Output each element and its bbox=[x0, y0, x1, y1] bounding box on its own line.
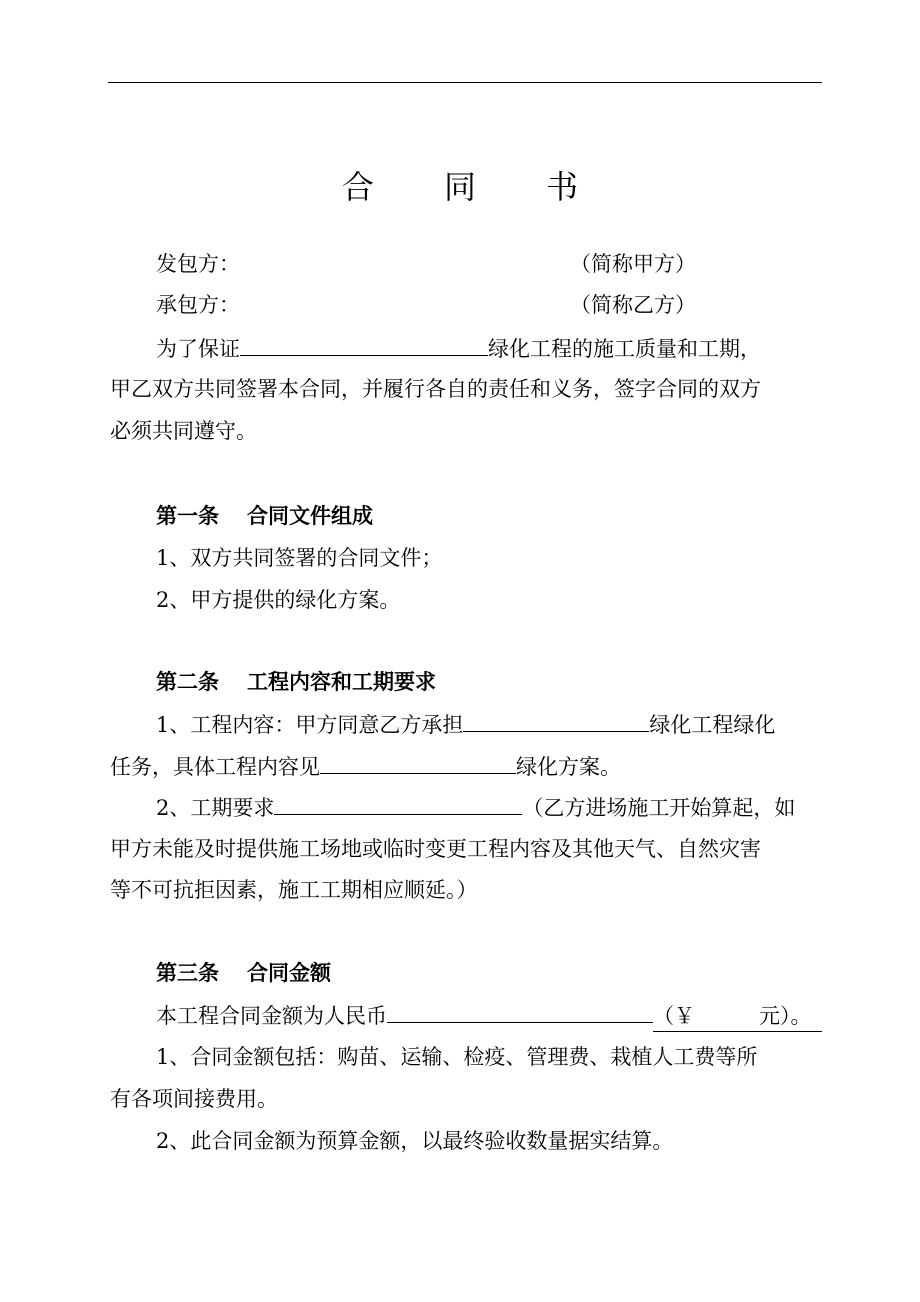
article3-amount bbox=[156, 1000, 822, 1032]
article2-no: 第二条 bbox=[156, 670, 219, 694]
article3-item2: 2、此合同金额为预算金额，以最终验收数量据实结算。 bbox=[156, 1129, 674, 1153]
article3-heading bbox=[156, 958, 331, 988]
article3-item1: 1、合同金额包括：购苗、运输、检疫、管理费、栽植人工费等所 bbox=[156, 1045, 758, 1069]
amount-before: 本工程合同金额为人民币 bbox=[156, 1004, 387, 1028]
intro-before: 为了保证 bbox=[156, 337, 240, 361]
article1-no: 第一条 bbox=[156, 504, 219, 528]
article1-heading bbox=[156, 501, 373, 531]
article2-item2-before: 2、工期要求 bbox=[156, 796, 275, 820]
article1-item2: 2、甲方提供的绿化方案。 bbox=[156, 588, 401, 612]
amount-unit: 元）。 bbox=[759, 1004, 812, 1028]
plan-blank[interactable] bbox=[320, 751, 516, 774]
article1-item1: 1、双方共同签署的合同文件； bbox=[156, 546, 443, 570]
task-blank[interactable] bbox=[463, 709, 649, 732]
project-name-blank[interactable] bbox=[240, 333, 488, 356]
intro-line-3: 必须共同遵守。 bbox=[110, 419, 257, 443]
builder-line bbox=[156, 290, 240, 320]
article2-item2-after: （乙方进场施工开始算起，如 bbox=[522, 796, 796, 820]
article2-item2 bbox=[156, 792, 795, 823]
article1-title: 合同文件组成 bbox=[247, 504, 373, 528]
builder-abbr: （简称乙方） bbox=[570, 293, 696, 317]
intro-line-1 bbox=[156, 333, 761, 364]
article3-title: 合同金额 bbox=[247, 961, 331, 985]
article3-item1-line2: 有各项间接费用。 bbox=[110, 1087, 278, 1111]
page-title: 合 同 书 bbox=[341, 168, 609, 206]
contractor-abbr: （简称甲方） bbox=[570, 252, 696, 276]
amount-yen: （￥ bbox=[653, 1004, 695, 1028]
article2-item1-line2-after: 绿化方案。 bbox=[516, 755, 621, 779]
article2-item1-line2-before: 任务，具体工程内容见 bbox=[110, 755, 320, 779]
article2-item2-line3: 等不可抗拒因素，施工工期相应顺延。） bbox=[110, 878, 478, 902]
contractor-label: 发包方： bbox=[156, 252, 240, 276]
amount-words-blank[interactable] bbox=[387, 1000, 653, 1023]
contractor-line bbox=[156, 249, 240, 279]
article2-item1-line2 bbox=[110, 751, 621, 782]
builder-label: 承包方： bbox=[156, 293, 240, 317]
article2-item1 bbox=[156, 709, 775, 740]
amount-yen-field[interactable] bbox=[653, 1001, 822, 1032]
duration-blank[interactable] bbox=[274, 792, 522, 815]
article2-item2-line2: 甲方未能及时提供施工场地或临时变更工程内容及其他天气、自然灾害 bbox=[110, 837, 761, 861]
article2-item1-before: 1、工程内容：甲方同意乙方承担 bbox=[156, 713, 464, 737]
article2-heading bbox=[156, 667, 436, 697]
intro-after: 绿化工程的施工质量和工期， bbox=[488, 337, 761, 361]
article3-no: 第三条 bbox=[156, 961, 219, 985]
article2-title: 工程内容和工期要求 bbox=[247, 670, 436, 694]
article2-item1-after: 绿化工程绿化 bbox=[649, 713, 776, 737]
intro-line-2: 甲乙双方共同签署本合同，并履行各自的责任和义务，签字合同的双方 bbox=[110, 377, 761, 401]
header-rule bbox=[108, 82, 822, 83]
